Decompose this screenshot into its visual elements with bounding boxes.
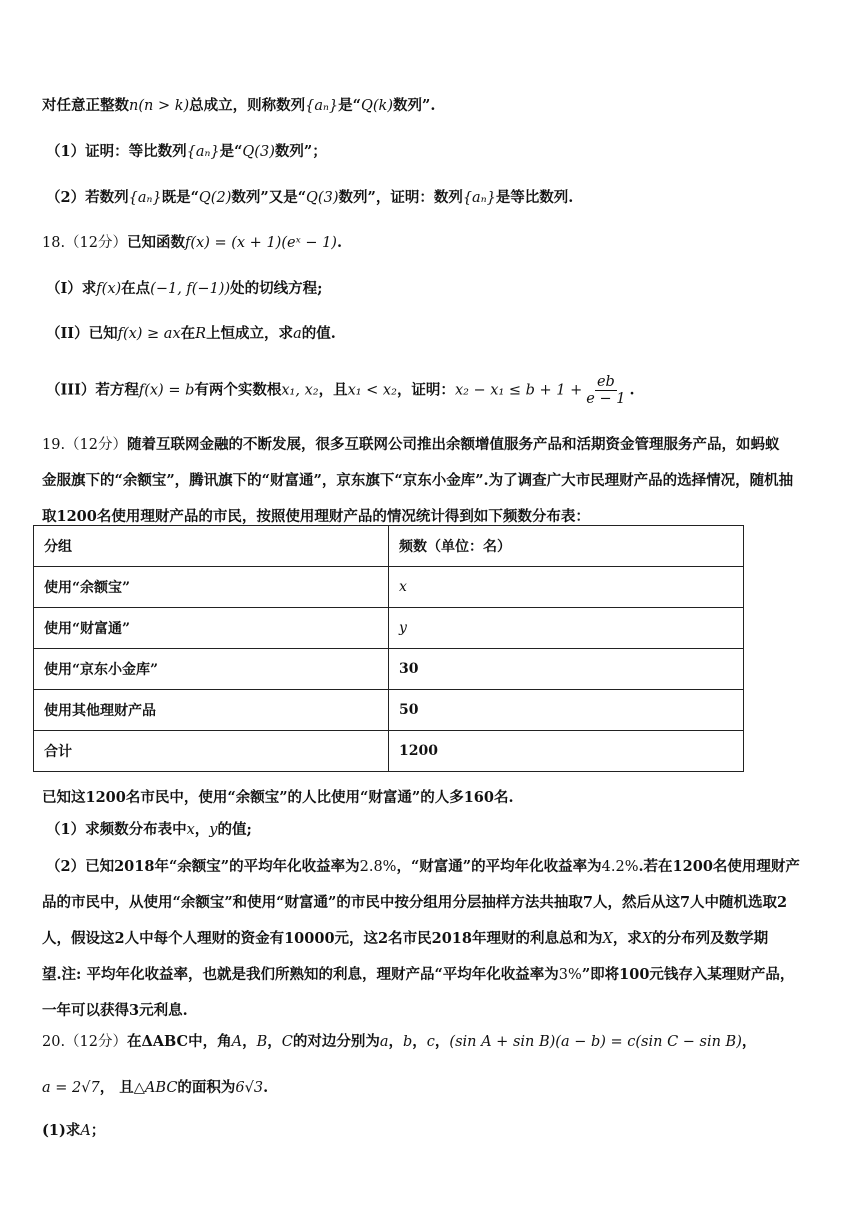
- text: 数列”.: [392, 97, 436, 114]
- text: ，: [388, 1033, 403, 1050]
- text: .若在1200名使用理财产: [638, 858, 800, 875]
- q20-stem: [42, 1032, 756, 1052]
- text: 数列”又是“: [231, 189, 307, 206]
- q18-part3: [46, 374, 635, 407]
- text: 是“: [219, 143, 243, 160]
- text: （1）证明：等比数列: [46, 143, 187, 160]
- q17-part2: [46, 188, 573, 208]
- math-X: X: [641, 931, 653, 947]
- math-qk: Q(k): [360, 98, 393, 114]
- text: 在: [180, 325, 196, 342]
- text: (1)求: [42, 1122, 81, 1139]
- text: ，“财富通”的平均年化收益率为: [396, 858, 602, 875]
- q20-given: [42, 1078, 268, 1098]
- text: 的值.: [301, 325, 336, 342]
- question-number: 18.（12分）: [42, 235, 128, 251]
- math-C: C: [281, 1034, 293, 1050]
- math-condition: x₁ < x₂: [347, 382, 397, 399]
- q19-part2: [42, 852, 830, 1026]
- table-cell: 使用“京东小金库”: [34, 649, 389, 690]
- q18-stem: [42, 233, 342, 253]
- text: 处的切线方程;: [230, 280, 323, 297]
- table-row: [34, 649, 744, 690]
- text: ，: [412, 1033, 427, 1050]
- table-cell: 使用其他理财产品: [34, 690, 389, 731]
- text: 品的市民中，从使用“余额宝”和使用“财富通”的市民中按分组用分层抽样方法共抽取7人，然后从这7人中随机选取2: [42, 894, 788, 911]
- text: 望.注: 平均年化收益率，也就是我们所熟知的利息，理财产品“平均年化收益率为: [42, 966, 559, 983]
- text: 在ΔABC中，角: [127, 1033, 232, 1050]
- math-q3: Q(3): [242, 144, 275, 160]
- q17-part1: [46, 142, 327, 162]
- fraction-numerator: eb: [596, 374, 615, 390]
- text: 金服旗下的“余额宝”，腾讯旗下的“财富通”，京东旗下“京东小金库”.为了调查广大市民理财产品的选择情况，随机抽: [42, 472, 794, 489]
- text: 是等比数列.: [495, 189, 574, 206]
- fraction-denominator: e − 1: [586, 391, 626, 407]
- text: 数列”；: [274, 143, 327, 160]
- text: 取1200名使用理财产品的市民，按照使用理财产品的情况统计得到如下频数分布表：: [42, 508, 590, 525]
- table-row: [34, 690, 744, 731]
- math-X: X: [602, 931, 613, 947]
- text: 一年可以获得3元利息.: [42, 1002, 188, 1019]
- text: ”即将100元钱存入某理财产品，: [581, 966, 795, 983]
- text: ，: [267, 1033, 282, 1050]
- table-header: 频数（单位：名）: [389, 526, 744, 567]
- text: 既是“: [161, 189, 199, 206]
- math-seq: {aₙ}: [128, 190, 162, 206]
- math-seq: {aₙ}: [186, 144, 220, 160]
- text: 人，假设这2人中每个人理财的资金有10000元，这2名市民2018年理财的利息总和为: [42, 930, 603, 947]
- table-row: [34, 567, 744, 608]
- text: ，: [434, 1033, 450, 1050]
- q18-part2: [46, 324, 336, 344]
- table-cell: 使用“余额宝”: [34, 567, 389, 608]
- text: （1）求频数分布表中: [46, 821, 187, 838]
- text: （I）求: [46, 280, 97, 297]
- text: （2）已知2018年“余额宝”的平均年化收益率为: [46, 858, 360, 875]
- text: ；: [90, 1122, 106, 1139]
- text: 的分布列及数学期: [652, 930, 769, 947]
- text: .: [629, 381, 635, 399]
- q19-part1: [46, 820, 252, 840]
- math-point: (−1, f(−1)): [150, 281, 231, 297]
- text: ，且: [318, 381, 348, 399]
- math-triangle: △ABC: [133, 1080, 178, 1096]
- math-fraction: [584, 374, 627, 407]
- math-q3: Q(3): [306, 190, 339, 206]
- text: ，: [741, 1033, 757, 1050]
- math-B: B: [256, 1034, 268, 1050]
- math-A: A: [80, 1123, 91, 1139]
- text: ，求: [612, 930, 642, 947]
- table-cell: 使用“财富通”: [34, 608, 389, 649]
- math-x: x: [186, 822, 195, 838]
- table-cell: 合计: [34, 731, 389, 772]
- text: 已知函数: [127, 234, 186, 251]
- math-function: f(x) = (x + 1)(eˣ − 1): [185, 235, 337, 251]
- question-number: 19.（12分）: [42, 437, 128, 453]
- text: ，: [242, 1033, 257, 1050]
- table-cell: 30: [389, 649, 744, 690]
- table-cell: x: [389, 567, 744, 608]
- text: 的面积为: [177, 1079, 236, 1096]
- math-A: A: [231, 1034, 243, 1050]
- math-n-gt-k: n(n > k): [129, 98, 190, 114]
- text: ，: [194, 821, 210, 838]
- math-seq: {aₙ}: [305, 98, 339, 114]
- table-cell: y: [389, 608, 744, 649]
- text: 在点: [121, 280, 151, 297]
- table-header: 分组: [34, 526, 389, 567]
- q20-part1: [42, 1121, 105, 1141]
- math-inequality: f(x) ≥ ax: [117, 326, 181, 342]
- math-inequality: x₂ − x₁ ≤ b + 1 +: [454, 382, 583, 399]
- text: 数列”，证明：数列: [338, 189, 463, 206]
- math-roots: x₁, x₂: [281, 382, 319, 399]
- text: .: [336, 234, 343, 251]
- text: ，证明：: [396, 381, 455, 399]
- text: 的对边分别为: [292, 1033, 380, 1050]
- q19-given: 已知这1200名市民中，使用“余额宝”的人比使用“财富通”的人多160名.: [42, 789, 514, 806]
- math-a-value: a = 2√7: [42, 1080, 100, 1096]
- text: 是“: [338, 97, 361, 114]
- math-equation: (sin A + sin B)(a − b) = c(sin C − sin B): [449, 1034, 742, 1050]
- text: （2）若数列: [46, 189, 129, 206]
- math-y: y: [209, 822, 218, 838]
- math-a: a: [293, 326, 302, 342]
- math-q2: Q(2): [198, 190, 232, 206]
- text: 总成立，则称数列: [189, 97, 306, 114]
- rate-value: 4.2%: [601, 859, 639, 875]
- text: 有两个实数根: [194, 381, 282, 399]
- q18-part1: [46, 279, 322, 299]
- math-b: b: [403, 1034, 413, 1050]
- math-area: 6√3: [235, 1080, 264, 1096]
- table-cell: 1200: [389, 731, 744, 772]
- text: 对任意正整数: [42, 97, 129, 114]
- frequency-table: [33, 525, 744, 772]
- math-f: f(x): [96, 281, 122, 297]
- text: 的值;: [217, 821, 252, 838]
- math-R: R: [195, 326, 207, 342]
- rate-value: 3%: [558, 967, 582, 983]
- rate-value: 2.8%: [359, 859, 397, 875]
- math-equation: f(x) = b: [138, 382, 195, 399]
- math-c: c: [426, 1034, 435, 1050]
- text: （II）已知: [46, 325, 118, 342]
- table-row: [34, 608, 744, 649]
- intro-line: [42, 96, 435, 116]
- table-header-row: [34, 526, 744, 567]
- text: （III）若方程: [46, 381, 139, 399]
- text: 随着互联网金融的不断发展，很多互联网公司推出余额增值服务产品和活期资金管理服务产品，如蚂蚁: [127, 436, 780, 453]
- table-cell: 50: [389, 690, 744, 731]
- q19-stem: [42, 430, 830, 532]
- math-a: a: [379, 1034, 389, 1050]
- text: 上恒成立，求: [206, 325, 294, 342]
- math-seq: {aₙ}: [462, 190, 496, 206]
- table-row: [34, 731, 744, 772]
- text: .: [263, 1079, 269, 1096]
- question-number: 20.（12分）: [42, 1034, 128, 1050]
- text: ， 且: [99, 1079, 134, 1096]
